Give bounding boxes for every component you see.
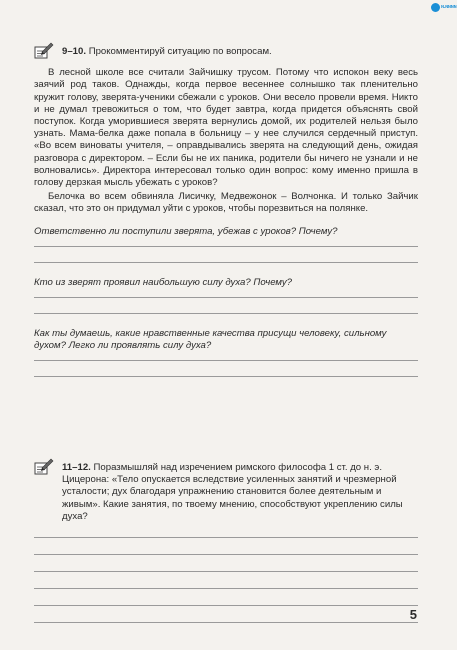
task-9-10: [34, 46, 418, 377]
pencil-paper-icon: [32, 42, 54, 60]
story-paragraph-2: Белочка во всем обвиняла Лисичку, Медвежонок – Волчонка. И только Зайчик сказал, что это он придумал уйти с уроков, чтобы порезвиться на полянке.: [34, 191, 418, 215]
pencil-paper-icon: [32, 458, 54, 476]
task-11-12-heading: [34, 462, 418, 523]
question-2: Кто из зверят проявил наибольшую силу духа? Почему?: [34, 276, 293, 288]
task-11-12: [34, 462, 418, 623]
task-9-10-heading: [34, 46, 418, 58]
answer-line[interactable]: [34, 376, 418, 377]
publisher-logo: [431, 2, 457, 14]
story-paragraph-1: В лесной школе все считали Зайчишку трусом. Потому что испокон веку весь заячий род таков. Однажды, когда первое весеннее солнышко так пленительно кружит голову, зверята-ученики сбежали с уроков. Они весело провели время. Никто и не думал тревожиться о том, что будет завтра, когда придется объяснять свой поступок. Когда уморившиеся зверята вернулись домой, их родителей нельзя было узнать. Мама-белка даже попала в больницу – у нее случился сердечный приступ. «Во всем виноваты учителя, – оправдывались зверята на следующий день, ожидая разговора с директором. – Если бы не их паника, родители бы ничего не узнали и не волновались». Директора интересовал только один вопрос: кому именно пришла в голову дерзкая мысль убежать с уроков?: [34, 67, 418, 189]
task-title: Прокомментируй ситуацию по вопросам.: [88, 46, 272, 57]
task-number: 9–10.: [62, 46, 87, 57]
task-text: Поразмышляй над изречением римского философа 1 ст. до н. э. Цицерона: «Тело опускается вследствие усиленных занятий и чрезмерной усталости; дух благодаря упражнению становится более деятельным и живым». Какие занятия, по твоему мнению, способствуют укреплению силы духа?: [62, 462, 403, 522]
answer-line[interactable]: [34, 622, 418, 623]
question-3: Как ты думаешь, какие нравственные качества присущи человеку, сильному духом? Легко ли проявлять силу духа?: [34, 328, 387, 352]
task-number: 11–12.: [62, 462, 91, 473]
logo-circle-icon: [431, 3, 440, 12]
page-number: 5: [409, 607, 417, 622]
logo-text: ɴ.ɴɴɴɴ: [441, 4, 457, 10]
question-1: Ответственно ли поступили зверята, убежав с уроков? Почему?: [34, 225, 338, 237]
